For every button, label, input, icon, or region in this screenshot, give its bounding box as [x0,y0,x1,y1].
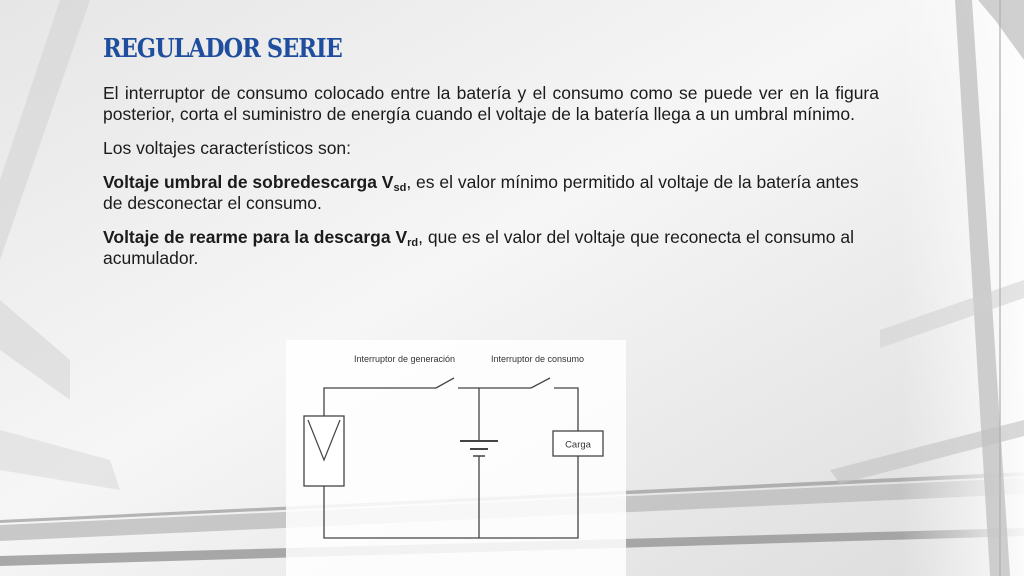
intro-paragraph: El interruptor de consumo colocado entre la batería y el consumo como se puede ver en la figura posterior, corta el suministro de energía cuando el voltaje de la batería llega a un umbral mínimo. [103,83,879,124]
voltage-subscript-rd: rd [407,237,419,249]
consumption-switch-label: Interruptor de consumo [491,354,585,364]
voltage-item-sd [103,172,879,214]
voltage-desc-sd: , es el valor mínimo permitido al voltaje de la batería antes de desconectar el consumo. [103,172,859,213]
solar-panel-icon [304,416,344,486]
voltages-heading: Los voltajes característicos son: [103,138,352,158]
voltage-subscript-sd: sd [393,182,407,194]
voltage-term-sd: Voltaje umbral de sobredescarga $V_{sd}$ [103,172,407,194]
voltage-item-rd [103,227,879,269]
generation-switch-label: Interruptor de generación [354,354,456,364]
voltage-term-rd: Voltaje de rearme para la descarga $V_{rd}$ [103,227,419,249]
slide-title: REGULADOR SERIE [103,34,342,64]
slide-body [103,83,879,282]
load-label: Carga [565,439,591,451]
circuit-diagram [286,340,626,576]
voltage-desc-rd: , que es el valor del voltaje que reconecta el consumo al acumulador. [103,227,854,268]
